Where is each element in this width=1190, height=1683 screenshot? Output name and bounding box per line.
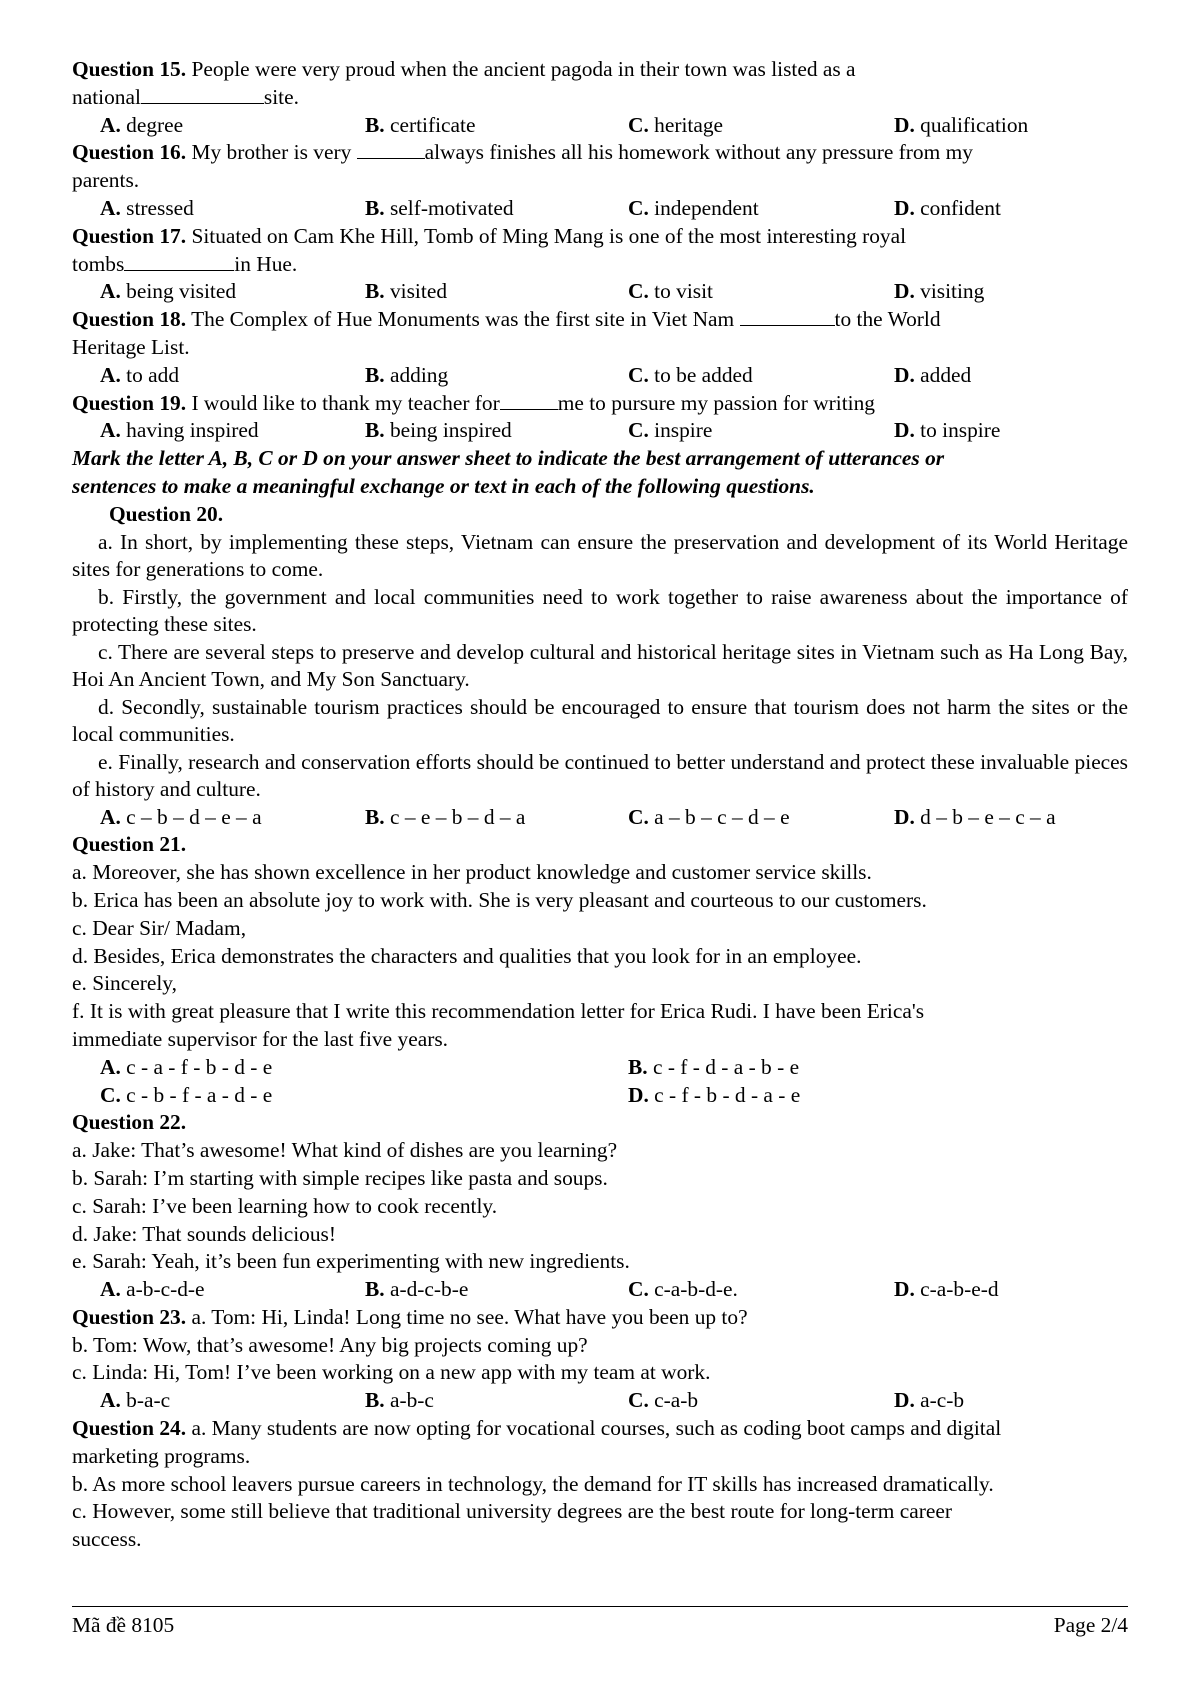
list-item: b. As more school leavers pursue careers in technology, the demand for IT skills has increased dramatically. (72, 1471, 994, 1496)
list-item: d. Secondly, sustainable tourism practices should be encouraged to ensure that tourism does not harm the sites or the local communities. (72, 694, 1128, 747)
options-row (72, 1387, 1128, 1415)
list-item: immediate supervisor for the last five years. (72, 1026, 448, 1051)
question-16 (72, 139, 1128, 167)
option-a[interactable]: A. a-b-c-d-e (100, 1277, 205, 1302)
option-b[interactable]: B. being inspired (365, 418, 512, 443)
question-20-label: Question 20. (109, 501, 224, 526)
list-item: c. However, some still believe that traditional university degrees are the best route for long-term career (72, 1499, 952, 1524)
question-label: Question 15. (72, 57, 187, 81)
question-text: national (72, 84, 141, 109)
option-d[interactable]: D. d – b – e – c – a (894, 804, 1056, 829)
list-item: c. Linda: Hi, Tom! I’ve been working on a new app with my team at work. (72, 1360, 711, 1385)
options-row (72, 362, 1128, 390)
exam-page (72, 56, 1128, 1554)
question-19 (72, 390, 1128, 418)
question-text: to the World (834, 307, 941, 332)
list-item: c. Dear Sir/ Madam, (72, 915, 247, 940)
list-item: a. Tom: Hi, Linda! Long time no see. What have you been up to? (186, 1304, 748, 1329)
list-item: e. Finally, research and conservation efforts should be continued to better understand and protect these invaluable pieces of history and culture. (72, 749, 1128, 802)
question-label: Question 23. (72, 1304, 187, 1329)
option-a[interactable]: A. c - a - f - b - d - e (100, 1054, 273, 1079)
question-text: me to pursure my passion for writing (557, 390, 875, 415)
question-label: Question 18. (72, 307, 187, 332)
question-text: Situated on Cam Khe Hill, Tomb of Ming Mang is one of the most interesting royal (186, 223, 907, 248)
list-item: e. Sarah: Yeah, it’s been fun experimenting with new ingredients. (72, 1249, 630, 1274)
option-d[interactable]: D. qualification (894, 112, 1029, 137)
list-item: a. Jake: That’s awesome! What kind of dishes are you learning? (72, 1138, 618, 1163)
list-item: d. Jake: That sounds delicious! (72, 1221, 336, 1246)
exam-code: Mã đề 8105 (72, 1613, 175, 1637)
option-d[interactable]: D. to inspire (894, 418, 1001, 443)
question-18 (72, 306, 1128, 334)
option-a[interactable]: A. c – b – d – e – a (100, 804, 262, 829)
question-text-line: parents. (72, 168, 140, 193)
answer-blank (500, 391, 558, 410)
question-label: Question 24. (72, 1416, 187, 1441)
option-a[interactable]: A. to add (100, 362, 180, 387)
instruction-line: Mark the letter A, B, C or D on your answer sheet to indicate the best arrangement of utterances or (72, 446, 945, 471)
options-row (72, 278, 1128, 306)
list-item: d. Besides, Erica demonstrates the characters and qualities that you look for in an employee. (72, 943, 862, 968)
option-d[interactable]: D. c - f - b - d - a - e (628, 1082, 801, 1107)
question-text-line (72, 84, 1128, 112)
question-22-label: Question 22. (72, 1110, 187, 1135)
question-text: always finishes all his homework without any pressure from my (424, 140, 973, 165)
options-row (72, 804, 1128, 832)
question-text: The Complex of Hue Monuments was the first site in Viet Nam (186, 307, 740, 332)
answer-blank (740, 307, 835, 326)
option-c[interactable]: C. independent (628, 195, 759, 220)
options-row (72, 1276, 1128, 1304)
option-c[interactable]: C. c-a-b-d-e. (628, 1277, 738, 1302)
option-a[interactable]: A. stressed (100, 195, 194, 220)
question-23 (72, 1304, 1128, 1332)
list-item: b. Sarah: I’m starting with simple recipes like pasta and soups. (72, 1165, 608, 1190)
question-17 (72, 223, 1128, 251)
page-footer (72, 1606, 1128, 1641)
question-text: tombs (72, 251, 125, 276)
list-item: a. Many students are now opting for vocational courses, such as coding boot camps and digital (186, 1416, 1002, 1441)
answer-blank (141, 85, 264, 104)
list-item: c. There are several steps to preserve and develop cultural and historical heritage sites in Vietnam such as Ha Long Bay, Hoi An Ancient Town, and My Son Sanctuary. (72, 639, 1128, 692)
section-instruction (72, 445, 1128, 501)
list-item: success. (72, 1527, 142, 1552)
option-c[interactable]: C. to be added (628, 362, 753, 387)
question-text-line (72, 251, 1128, 279)
option-a[interactable]: A. having inspired (100, 418, 259, 443)
question-text: My brother is very (186, 140, 357, 165)
option-d[interactable]: D. added (894, 362, 972, 387)
option-d[interactable]: D. visiting (894, 279, 985, 304)
option-c[interactable]: C. c - b - f - a - d - e (100, 1082, 273, 1107)
option-b[interactable]: B. certificate (365, 112, 476, 137)
option-b[interactable]: B. c - f - d - a - b - e (628, 1054, 800, 1079)
list-item: b. Firstly, the government and local communities need to work together to raise awareness about the importance of protecting these sites. (72, 584, 1128, 637)
question-text: I would like to thank my teacher for (186, 390, 500, 415)
options-row (72, 112, 1128, 140)
list-item: f. It is with great pleasure that I write this recommendation letter for Erica Rudi. I have been Erica's (72, 999, 925, 1024)
question-label: Question 17. (72, 223, 187, 248)
answer-blank (357, 140, 425, 159)
option-a[interactable]: A. degree (100, 112, 184, 137)
list-item: e. Sincerely, (72, 971, 177, 996)
question-text: People were very proud when the ancient pagoda in their town was listed as a (186, 57, 856, 81)
options-row (72, 1082, 1128, 1110)
question-text: site. (263, 84, 299, 109)
list-item: marketing programs. (72, 1443, 251, 1468)
option-c[interactable]: C. inspire (628, 418, 713, 443)
option-c[interactable]: C. to visit (628, 279, 713, 304)
page-number: Page 2/4 (1053, 1613, 1128, 1637)
question-15 (72, 56, 1128, 84)
instruction-line: sentences to make a meaningful exchange or text in each of the following questions. (72, 473, 815, 498)
list-item: a. Moreover, she has shown excellence in her product knowledge and customer service skills. (72, 860, 872, 885)
question-24 (72, 1415, 1128, 1443)
option-d[interactable]: D. confident (894, 195, 1001, 220)
answer-blank (124, 252, 234, 271)
option-c[interactable]: C. heritage (628, 112, 724, 137)
option-b[interactable]: B. adding (365, 362, 449, 387)
option-c[interactable]: C. c-a-b (628, 1388, 699, 1413)
question-label: Question 16. (72, 140, 187, 165)
option-b[interactable]: B. self-motivated (365, 195, 514, 220)
option-b[interactable]: B. a-b-c (365, 1388, 434, 1413)
list-item: a. In short, by implementing these steps, Vietnam can ensure the preservation and development of its World Heritage sites for generations to come. (72, 529, 1128, 582)
option-d[interactable]: D. a-c-b (894, 1388, 965, 1413)
question-text-line: Heritage List. (72, 334, 190, 359)
option-a[interactable]: A. b-a-c (100, 1388, 171, 1413)
question-label: Question 19. (72, 390, 187, 415)
option-b[interactable]: B. visited (365, 279, 448, 304)
option-a[interactable]: A. being visited (100, 279, 237, 304)
option-c[interactable]: C. a – b – c – d – e (628, 804, 790, 829)
list-item: c. Sarah: I’ve been learning how to cook recently. (72, 1193, 498, 1218)
option-b[interactable]: B. c – e – b – d – a (365, 804, 526, 829)
options-row (72, 417, 1128, 445)
question-21-label: Question 21. (72, 832, 187, 857)
option-b[interactable]: B. a-d-c-b-e (365, 1277, 469, 1302)
list-item: b. Tom: Wow, that’s awesome! Any big projects coming up? (72, 1332, 588, 1357)
question-text: in Hue. (234, 251, 298, 276)
list-item: b. Erica has been an absolute joy to work with. She is very pleasant and courteous to our customers. (72, 887, 927, 912)
options-row (72, 1054, 1128, 1082)
option-d[interactable]: D. c-a-b-e-d (894, 1277, 999, 1302)
options-row (72, 195, 1128, 223)
